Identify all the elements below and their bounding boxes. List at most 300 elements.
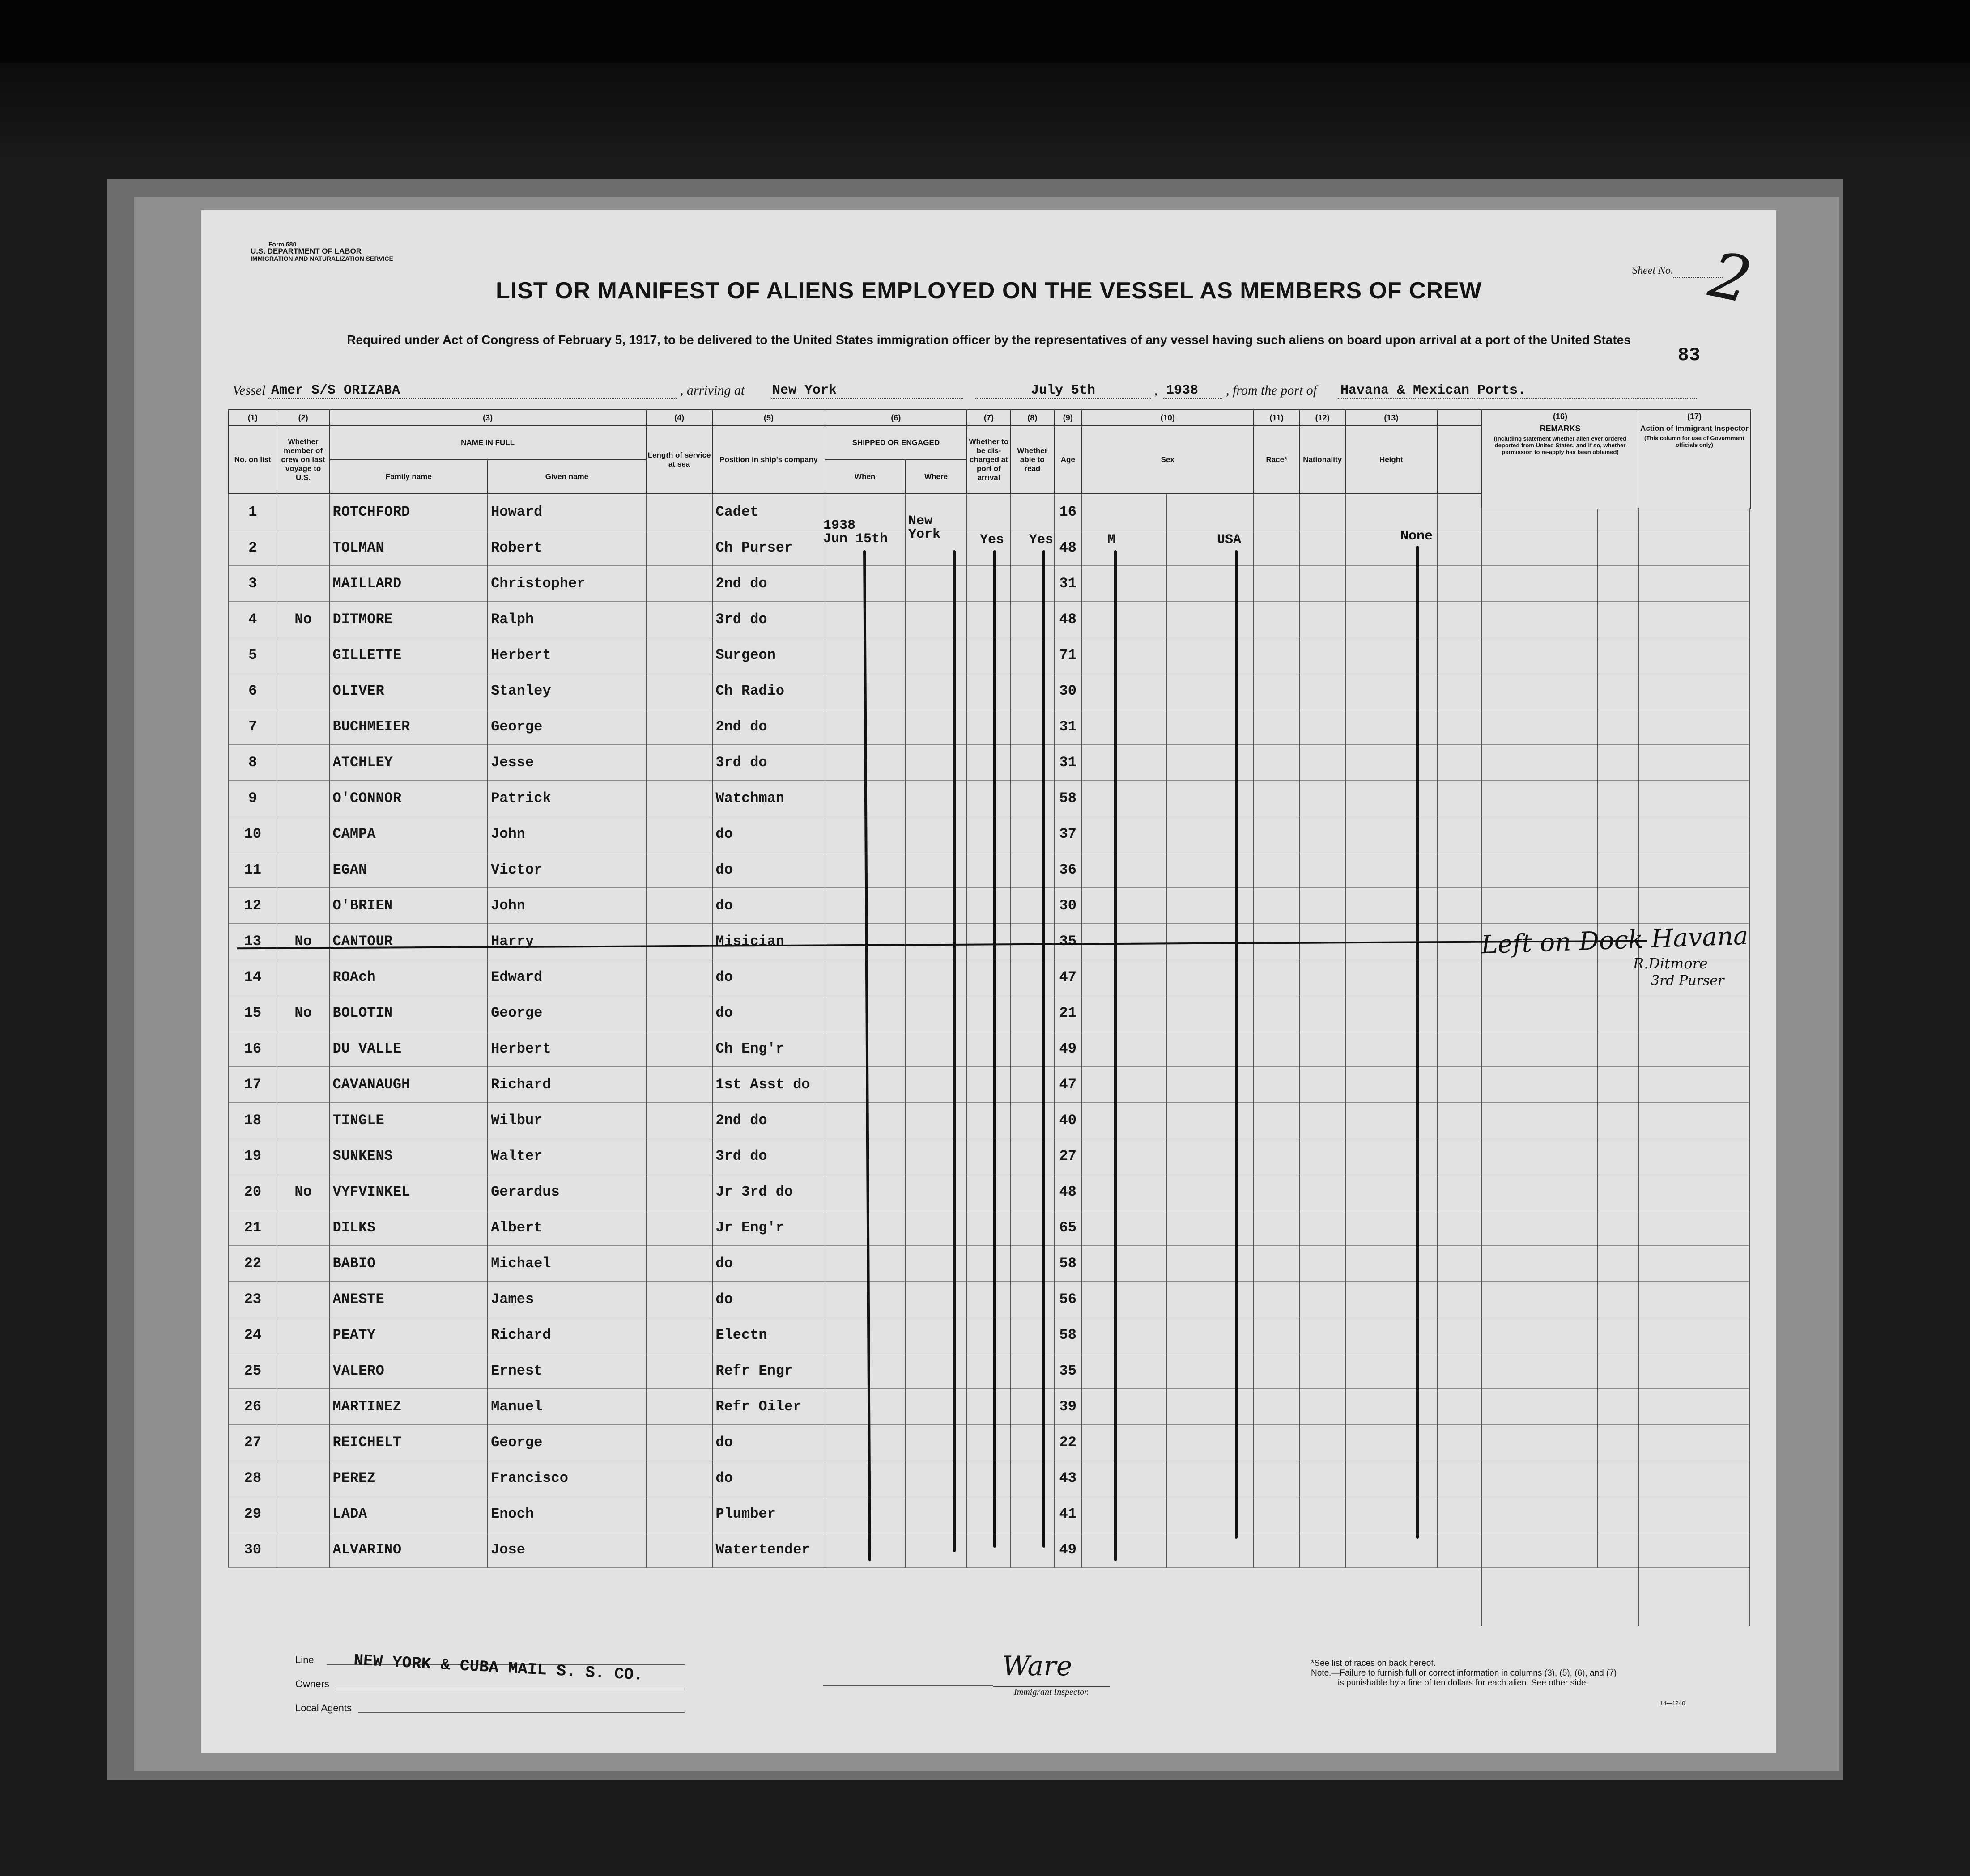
able-to-read <box>1011 888 1054 924</box>
nationality <box>1299 852 1345 888</box>
length-of-service <box>646 1389 713 1425</box>
sex-a <box>1082 566 1167 602</box>
age: 39 <box>1054 1389 1082 1425</box>
discharged <box>967 1353 1010 1389</box>
row-number: 1 <box>229 494 277 530</box>
length-of-service <box>646 781 713 816</box>
length-of-service <box>646 602 713 637</box>
sex-b <box>1166 1103 1254 1138</box>
able-to-read <box>1011 1532 1054 1568</box>
given-name: Richard <box>488 1317 646 1353</box>
discharged <box>967 995 1010 1031</box>
shipped-when <box>825 1460 905 1496</box>
row-number: 21 <box>229 1210 277 1246</box>
height <box>1345 781 1437 816</box>
sex-b <box>1166 745 1254 781</box>
shipped-where <box>905 709 967 745</box>
vessel-label: Vessel <box>233 383 266 398</box>
sex-b <box>1166 816 1254 852</box>
length-of-service <box>646 924 713 959</box>
age: 58 <box>1054 1246 1082 1282</box>
shipped-where <box>905 1282 967 1317</box>
given-name: Patrick <box>488 781 646 816</box>
sex-b <box>1166 709 1254 745</box>
position: do <box>712 995 825 1031</box>
nationality <box>1299 816 1345 852</box>
race <box>1254 1425 1300 1460</box>
able-to-read <box>1011 1103 1054 1138</box>
able-to-read <box>1011 1317 1054 1353</box>
nationality <box>1299 566 1345 602</box>
last-voyage <box>277 959 330 995</box>
length-of-service <box>646 530 713 566</box>
age: 58 <box>1054 781 1082 816</box>
sex-b <box>1166 959 1254 995</box>
last-voyage: No <box>277 995 330 1031</box>
length-of-service <box>646 816 713 852</box>
able-to-read <box>1011 1246 1054 1282</box>
shipped-where <box>905 1138 967 1174</box>
sex-b <box>1166 566 1254 602</box>
able-to-read <box>1011 1496 1054 1532</box>
header-height: Height <box>1345 426 1437 494</box>
header-when: When <box>825 460 905 494</box>
height <box>1345 995 1437 1031</box>
age: 30 <box>1054 673 1082 709</box>
shipped-where-2: York <box>908 527 941 542</box>
discharged <box>967 1174 1010 1210</box>
position: do <box>712 1282 825 1317</box>
position: do <box>712 1246 825 1282</box>
age: 31 <box>1054 745 1082 781</box>
last-voyage: No <box>277 1174 330 1210</box>
discharged <box>967 781 1010 816</box>
race <box>1254 1067 1300 1103</box>
sex-a <box>1082 888 1167 924</box>
race <box>1254 673 1300 709</box>
action-note: (This column for use of Government officials only) <box>1644 435 1744 448</box>
length-of-service <box>646 1246 713 1282</box>
family-name: PEATY <box>330 1317 488 1353</box>
page-title: LIST OR MANIFEST OF ALIENS EMPLOYED ON THE VESSEL AS MEMBERS OF CREW <box>496 278 1482 304</box>
sex-b <box>1166 1389 1254 1425</box>
shipped-where <box>905 1067 967 1103</box>
length-of-service <box>646 1210 713 1246</box>
family-name: ALVARINO <box>330 1532 488 1568</box>
height <box>1345 1389 1437 1425</box>
header-position: Position in ship's company <box>712 426 825 494</box>
sex-a <box>1082 1210 1167 1246</box>
nationality <box>1299 1425 1345 1460</box>
discharged <box>967 924 1010 959</box>
colno-11: (11) <box>1254 410 1300 426</box>
family-name: DITMORE <box>330 602 488 637</box>
sex-a <box>1082 924 1167 959</box>
shipped-when <box>825 1353 905 1389</box>
inspector-label: Immigrant Inspector. <box>993 1686 1110 1698</box>
sex-a <box>1082 1425 1167 1460</box>
age: 65 <box>1054 1210 1082 1246</box>
given-name: Howard <box>488 494 646 530</box>
last-voyage <box>277 1103 330 1138</box>
nationality <box>1299 637 1345 673</box>
family-name: REICHELT <box>330 1425 488 1460</box>
last-voyage <box>277 888 330 924</box>
nationality <box>1299 1353 1345 1389</box>
position: Refr Engr <box>712 1353 825 1389</box>
sex-b <box>1166 673 1254 709</box>
age: 36 <box>1054 852 1082 888</box>
given-name: Albert <box>488 1210 646 1246</box>
given-name: Edward <box>488 959 646 995</box>
vessel-info <box>233 383 1740 405</box>
shipped-when-year: 1938 <box>823 518 856 533</box>
ditto-line-marks <box>1416 546 1419 1539</box>
length-of-service <box>646 1425 713 1460</box>
age: 56 <box>1054 1282 1082 1317</box>
last-voyage <box>277 1138 330 1174</box>
header-race: Race* <box>1254 426 1300 494</box>
nationality <box>1299 745 1345 781</box>
position: 2nd do <box>712 709 825 745</box>
remark-left-on-dock: Left on Dock Havana <box>1481 921 1749 960</box>
position: do <box>712 816 825 852</box>
form-number: Form 680 <box>268 241 297 248</box>
race <box>1254 1138 1300 1174</box>
row-number: 20 <box>229 1174 277 1210</box>
arrival-year: 1938 <box>1163 383 1222 399</box>
header-name-in-full: NAME IN FULL <box>330 426 646 460</box>
able-to-read <box>1011 1353 1054 1389</box>
header-no-on-list: No. on list <box>229 426 277 494</box>
able-to-read <box>1011 637 1054 673</box>
shipped-where <box>905 1210 967 1246</box>
inspector-signature: Ware <box>1002 1651 1072 1682</box>
length-of-service <box>646 1103 713 1138</box>
last-voyage <box>277 1282 330 1317</box>
sex-b <box>1166 1317 1254 1353</box>
nationality <box>1299 959 1345 995</box>
shipped-when <box>825 1103 905 1138</box>
shipped-where <box>905 852 967 888</box>
shipped-when <box>825 1138 905 1174</box>
sex-b <box>1166 1067 1254 1103</box>
race <box>1254 530 1300 566</box>
position: Ch Purser <box>712 530 825 566</box>
row-number: 4 <box>229 602 277 637</box>
row-number: 28 <box>229 1460 277 1496</box>
height <box>1345 673 1437 709</box>
shipped-where <box>905 602 967 637</box>
last-voyage <box>277 781 330 816</box>
able-to-read <box>1011 995 1054 1031</box>
sex-a <box>1082 1496 1167 1532</box>
family-name: ROAch <box>330 959 488 995</box>
given-name: Enoch <box>488 1496 646 1532</box>
header-family-name: Family name <box>330 460 488 494</box>
height <box>1345 1532 1437 1568</box>
family-name: OLIVER <box>330 673 488 709</box>
length-of-service <box>646 1532 713 1568</box>
sex-a <box>1082 1067 1167 1103</box>
length-of-service <box>646 852 713 888</box>
header-age: Age <box>1054 426 1082 494</box>
family-name: BABIO <box>330 1246 488 1282</box>
family-name: MAILLARD <box>330 566 488 602</box>
last-voyage <box>277 1353 330 1389</box>
last-voyage <box>277 1425 330 1460</box>
nationality <box>1299 530 1345 566</box>
nationality <box>1299 1103 1345 1138</box>
race <box>1254 781 1300 816</box>
sex-a <box>1082 1282 1167 1317</box>
remarks-title: REMARKS <box>1540 424 1581 433</box>
row-number: 23 <box>229 1282 277 1317</box>
position: 2nd do <box>712 566 825 602</box>
given-name: John <box>488 816 646 852</box>
shipped-where <box>905 566 967 602</box>
last-voyage <box>277 1246 330 1282</box>
header-sex: Sex <box>1082 426 1254 494</box>
height <box>1345 959 1437 995</box>
ditto-line-read <box>1042 550 1045 1548</box>
last-voyage <box>277 637 330 673</box>
ditto-line-discharged <box>993 550 996 1548</box>
sheet-label: Sheet No. <box>1632 265 1673 276</box>
last-voyage: No <box>277 602 330 637</box>
shipped-when <box>825 1067 905 1103</box>
shipped-where <box>905 924 967 959</box>
position: Electn <box>712 1317 825 1353</box>
header-discharged: Whether to be dis-charged at port of arrival <box>967 426 1010 494</box>
race <box>1254 1174 1300 1210</box>
film-border-band <box>0 63 1970 174</box>
sex-b <box>1166 1282 1254 1317</box>
given-name: Manuel <box>488 1389 646 1425</box>
able-to-read <box>1011 494 1054 530</box>
position: do <box>712 852 825 888</box>
able-to-read <box>1011 602 1054 637</box>
sex-a <box>1082 602 1167 637</box>
nationality <box>1299 1210 1345 1246</box>
height <box>1345 602 1437 637</box>
sex-a <box>1082 1031 1167 1067</box>
row-number: 2 <box>229 530 277 566</box>
able-to-read <box>1011 959 1054 995</box>
height <box>1345 494 1437 530</box>
age: 16 <box>1054 494 1082 530</box>
length-of-service <box>646 566 713 602</box>
sex-a <box>1082 852 1167 888</box>
position: Ch Radio <box>712 673 825 709</box>
discharged <box>967 1389 1010 1425</box>
age: 31 <box>1054 709 1082 745</box>
age: 41 <box>1054 1496 1082 1532</box>
length-of-service <box>646 1353 713 1389</box>
given-name: Robert <box>488 530 646 566</box>
last-voyage <box>277 1031 330 1067</box>
race <box>1254 1532 1300 1568</box>
family-name: PEREZ <box>330 1460 488 1496</box>
sex-b <box>1166 1353 1254 1389</box>
row-number: 26 <box>229 1389 277 1425</box>
length-of-service <box>646 745 713 781</box>
action-header <box>1638 409 1751 509</box>
sex-a <box>1082 745 1167 781</box>
sex-a <box>1082 1103 1167 1138</box>
race <box>1254 602 1300 637</box>
sex-b <box>1166 1210 1254 1246</box>
shipped-where <box>905 816 967 852</box>
height <box>1345 1496 1437 1532</box>
height <box>1345 816 1437 852</box>
shipped-where <box>905 995 967 1031</box>
nationality <box>1299 888 1345 924</box>
able-to-read <box>1011 566 1054 602</box>
length-of-service <box>646 494 713 530</box>
given-name: Richard <box>488 1067 646 1103</box>
shipped-where <box>905 1031 967 1067</box>
remark-initials: R.Ditmore <box>1633 955 1708 972</box>
nationality <box>1299 1460 1345 1496</box>
colno-12: (12) <box>1299 410 1345 426</box>
colno-7: (7) <box>967 410 1010 426</box>
height <box>1345 852 1437 888</box>
family-name: DILKS <box>330 1210 488 1246</box>
last-voyage <box>277 566 330 602</box>
colno-5: (5) <box>712 410 825 426</box>
discharged <box>967 1317 1010 1353</box>
remarks-column <box>1481 508 1639 1626</box>
position: Surgeon <box>712 637 825 673</box>
last-voyage <box>277 1532 330 1568</box>
race <box>1254 995 1300 1031</box>
length-of-service <box>646 1138 713 1174</box>
sex-a <box>1082 1353 1167 1389</box>
shipped-where <box>905 1174 967 1210</box>
shipped-where <box>905 637 967 673</box>
shipped-when <box>825 1210 905 1246</box>
race <box>1254 566 1300 602</box>
length-of-service <box>646 709 713 745</box>
manifest-page <box>201 210 1776 1753</box>
owners-label: Owners <box>295 1678 329 1689</box>
shipped-where <box>905 1246 967 1282</box>
discharged <box>967 1031 1010 1067</box>
age: 58 <box>1054 1317 1082 1353</box>
row-number: 5 <box>229 637 277 673</box>
row-number: 25 <box>229 1353 277 1389</box>
position: do <box>712 888 825 924</box>
header-length-of-service: Length of service at sea <box>646 426 713 494</box>
age: 47 <box>1054 1067 1082 1103</box>
sex-value: M <box>1107 532 1116 548</box>
position: 3rd do <box>712 1138 825 1174</box>
position: Watertender <box>712 1532 825 1568</box>
nationality <box>1299 1532 1345 1568</box>
age: 49 <box>1054 1031 1082 1067</box>
family-name: LADA <box>330 1496 488 1532</box>
length-of-service <box>646 995 713 1031</box>
race <box>1254 494 1300 530</box>
height <box>1345 1210 1437 1246</box>
length-of-service <box>646 1031 713 1067</box>
discharged <box>967 494 1010 530</box>
colno-8: (8) <box>1011 410 1054 426</box>
position: Refr Oiler <box>712 1389 825 1425</box>
sex-b <box>1166 924 1254 959</box>
race <box>1254 816 1300 852</box>
shipped-when <box>825 1174 905 1210</box>
nationality <box>1299 494 1345 530</box>
sex-a <box>1082 637 1167 673</box>
inspector-line-left <box>823 1685 993 1686</box>
row-number: 13 <box>229 924 277 959</box>
age: 35 <box>1054 924 1082 959</box>
film-border-top <box>0 0 1970 63</box>
able-to-read <box>1011 924 1054 959</box>
given-name: Francisco <box>488 1460 646 1496</box>
nationality <box>1299 1246 1345 1282</box>
nationality <box>1299 1317 1345 1353</box>
shipped-when <box>825 1031 905 1067</box>
shipped-where-1: New <box>908 514 933 529</box>
discharged <box>967 566 1010 602</box>
shipped-where <box>905 888 967 924</box>
able-to-read <box>1011 816 1054 852</box>
header-able-to-read: Whether able to read <box>1011 426 1054 494</box>
family-name: DU VALLE <box>330 1031 488 1067</box>
age: 27 <box>1054 1138 1082 1174</box>
race <box>1254 1210 1300 1246</box>
discharged <box>967 852 1010 888</box>
discharged <box>967 1282 1010 1317</box>
penalty-note-1: Note.—Failure to furnish full or correct information in columns (3), (5), (6), and (7) <box>1311 1668 1617 1678</box>
family-name: BUCHMEIER <box>330 709 488 745</box>
shipped-where <box>905 1496 967 1532</box>
age: 35 <box>1054 1353 1082 1389</box>
discharged <box>967 959 1010 995</box>
remarks-header <box>1481 409 1639 509</box>
able-to-read <box>1011 1174 1054 1210</box>
sex-a <box>1082 1138 1167 1174</box>
nationality <box>1299 1389 1345 1425</box>
race <box>1254 1389 1300 1425</box>
position: Plumber <box>712 1496 825 1532</box>
position: Ch Eng'r <box>712 1031 825 1067</box>
nationality-value: USA <box>1217 532 1242 548</box>
race <box>1254 1282 1300 1317</box>
given-name: Victor <box>488 852 646 888</box>
race <box>1254 709 1300 745</box>
race <box>1254 1031 1300 1067</box>
family-name: EGAN <box>330 852 488 888</box>
last-voyage <box>277 816 330 852</box>
given-name: George <box>488 709 646 745</box>
family-name: ROTCHFORD <box>330 494 488 530</box>
age: 22 <box>1054 1425 1082 1460</box>
sex-a <box>1082 494 1167 530</box>
age: 31 <box>1054 566 1082 602</box>
position: 1st Asst do <box>712 1067 825 1103</box>
age: 48 <box>1054 530 1082 566</box>
from-port: Havana & Mexican Ports. <box>1338 383 1697 399</box>
position: do <box>712 1460 825 1496</box>
length-of-service <box>646 637 713 673</box>
shipped-when <box>825 1389 905 1425</box>
sex-a <box>1082 1317 1167 1353</box>
nationality <box>1299 1138 1345 1174</box>
